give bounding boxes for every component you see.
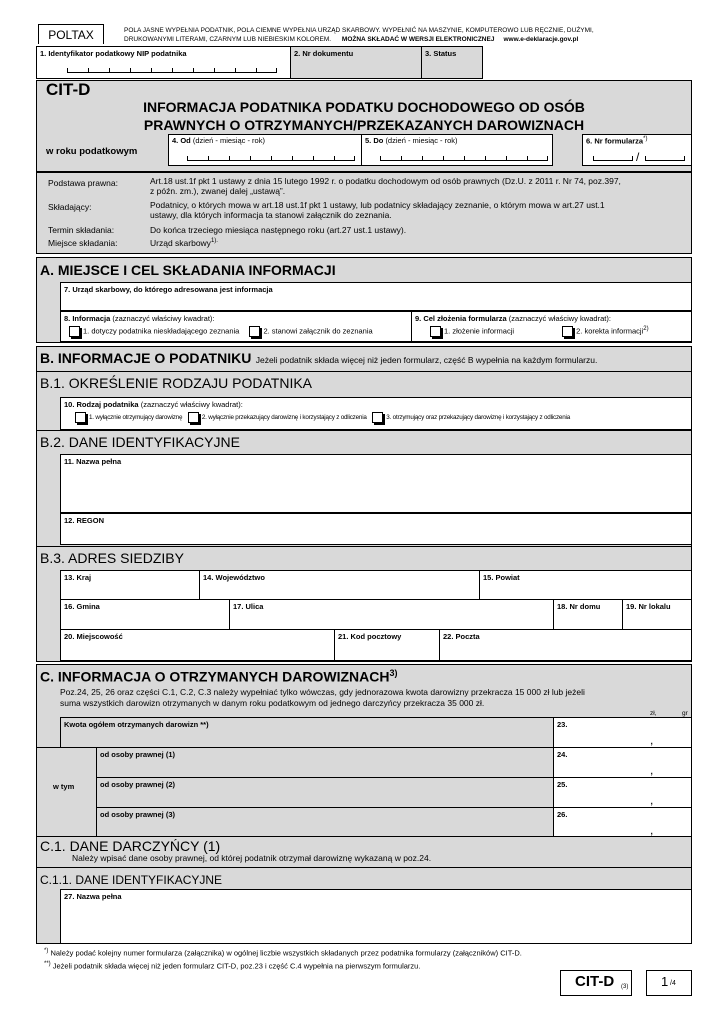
legal-basis-text: Art.18 ust.1f pkt 1 ustawy z dnia 15 lutego 1992 r. o podatku dochodowym od osób prawnych (Dz.U. z 2011 r. Nr 74, poz.397, z późn. zm.), zwanej dalej „ustawą”. <box>150 176 621 196</box>
donation-3-label-cell: od osoby prawnej (3) <box>96 807 554 837</box>
filing-purpose-field: 9. Cel złożenia formularza (zaznaczyć właściwy kwadrat): 1. złożenie informacji 2. korekta informacji$^{2)}$ <box>411 311 692 342</box>
including-cell <box>36 747 97 837</box>
footnote-2: **) Jeżeli podatnik składa więcej niż jeden formularz CIT-D, poz.23 i część C.4 wypełnia na pierwszym formularzu. <box>44 960 421 970</box>
form-title <box>36 98 692 134</box>
house-number-field[interactable]: 18. Nr domu <box>553 599 623 630</box>
full-name-field[interactable] <box>60 454 692 513</box>
street-field[interactable]: 17. Ulica <box>229 599 554 630</box>
donation-1-field[interactable]: 24. , <box>553 747 692 778</box>
tax-year-label: w roku podatkowym <box>46 146 138 157</box>
taxpayer-type-field: 10. Rodzaj podatnika (zaznaczyć właściwy kwadrat): 1. wyłącznie otrzymujący darowiznę 2. wyłącznie przekazujący darowiznę i korzystający z odliczenia 3. otrzymujący oraz przekazujący darowiznę i korzystający z odliczenia <box>60 397 692 430</box>
nip-field[interactable] <box>36 46 291 79</box>
section-a-title: A. MIEJSCE I CEL SKŁADANIA INFORMACJI <box>40 262 336 278</box>
currency-zl-label: zł, <box>650 710 657 717</box>
footnotes <box>44 946 604 971</box>
county-field[interactable]: 15. Powiat <box>479 570 692 600</box>
place-label: Miejsce składania: <box>48 238 118 248</box>
tax-office-label: 7. Urząd skarbowy, do którego adresowana jest informacja <box>64 285 273 294</box>
donation-1-label-cell: od osoby prawnej (1) <box>96 747 554 778</box>
purpose-option-1-checkbox[interactable] <box>430 326 441 337</box>
section-c1-note: Należy wpisać dane osoby prawnej, od której podatnik otrzymał darowiznę wykazaną w poz.24. <box>72 853 432 863</box>
donor-full-name-label: 27. Nazwa pełna <box>64 892 122 901</box>
deadline-label: Termin składania: <box>48 225 115 235</box>
postal-code-field[interactable]: 21. Kod pocztowy <box>334 629 440 661</box>
filers-label: Składający: <box>48 202 92 212</box>
page-total: /4 <box>670 980 676 987</box>
form-code: CIT-D <box>46 80 91 99</box>
instructions-note <box>124 26 684 44</box>
donation-2-label-cell: od osoby prawnej (2) <box>96 777 554 808</box>
taxpayer-type-option-3-checkbox[interactable] <box>372 412 383 423</box>
including-label: w tym <box>53 782 75 791</box>
legal-basis-label: Podstawa prawna: <box>48 178 118 188</box>
donation-3-field[interactable]: 26. , <box>553 807 692 837</box>
regon-label: 12. REGON <box>64 516 105 525</box>
poltax-box <box>38 24 104 44</box>
period-from-field[interactable]: 4. Od (dzień - miesiąc - rok) <box>168 134 362 166</box>
apartment-number-field[interactable]: 19. Nr lokalu <box>622 599 692 630</box>
section-c-note: Poz.24, 25, 26 oraz części C.1, C.2, C.3 należy wypełniać tylko wówczas, gdy jednorazowa kwota darowizny przekracza 15 000 zł lub jeżeli suma wszystkich darowizn otrzymanych w danym roku podatkowym od jednego darczyńcy przekracza 35 000 zł. <box>60 687 585 708</box>
place-text: Urząd skarbowy$^{1).}$ <box>150 238 218 248</box>
document-number-label: 2. Nr dokumentu <box>294 49 354 58</box>
total-donations-field[interactable]: 23. , <box>553 717 692 748</box>
information-type-field: 8. Informacja (zaznaczyć właściwy kwadrat): 1. dotyczy podatnika nieskładającego zeznania 2. stanowi załącznik do zeznania <box>60 311 412 342</box>
nip-label: 1. Identyfikator podatkowy NIP podatnika <box>40 49 187 58</box>
form-number-slash: / <box>636 150 640 164</box>
page-number-box <box>646 970 692 996</box>
total-donations-label-cell: Kwota ogółem otrzymanych darowizn **) <box>60 717 554 748</box>
document-number-field <box>290 46 422 79</box>
footer-form-code: CIT-D <box>575 973 615 990</box>
section-b2-title: B.2. DANE IDENTYFIKACYJNE <box>40 434 240 450</box>
municipality-field[interactable]: 16. Gmina <box>60 599 230 630</box>
section-b1-title: B.1. OKREŚLENIE RODZAJU PODATNIKA <box>40 375 313 391</box>
info-type-option-1-checkbox[interactable] <box>69 326 80 337</box>
instructions-line-2: DRUKOWANYMI LITERAMI, CZARNYM LUB NIEBIESKIM KOLOREM. MOŻNA SKŁADAĆ W WERSJI ELEKTRONICZNEJ www.e-deklaracje.gov.pl <box>124 36 579 43</box>
deadline-text: Do końca trzeciego miesiąca następnego roku (art.27 ust.1 ustawy). <box>150 225 407 235</box>
instructions-line-1: POLA JASNE WYPEŁNIA PODATNIK, POLA CIEMNE WYPEŁNIA URZĄD SKARBOWY. WYPEŁNIĆ NA MASZYNIE, KOMPUTEROWO LUB RĘCZNIE, DUŻYMI, <box>124 27 594 34</box>
donor-full-name-field[interactable] <box>60 889 692 944</box>
regon-field[interactable] <box>60 513 692 545</box>
donation-2-field[interactable]: 25. , <box>553 777 692 808</box>
tax-office-field[interactable] <box>60 282 692 311</box>
taxpayer-type-option-1-checkbox[interactable] <box>75 412 86 423</box>
status-label: 3. Status <box>425 49 457 58</box>
page-number: 1 <box>661 974 669 989</box>
full-name-label: 11. Nazwa pełna <box>64 457 122 466</box>
form-title-line-2: PRAWNYCH O OTRZYMANYCH/PRZEKAZANYCH DAROWIZNACH <box>143 117 585 133</box>
voivodeship-field[interactable]: 14. Województwo <box>199 570 480 600</box>
footer-form-code-box <box>560 970 632 996</box>
post-office-field[interactable]: 22. Poczta <box>439 629 692 661</box>
filers-text: Podatnicy, o których mowa w art.18 ust.1f pkt 1 ustawy, lub podatnicy składający zeznanie, o którym mowa w art.27 ust.1 ustawy, dla których informacja ta stanowi załącznik do zeznania. <box>150 200 605 220</box>
info-type-option-2-checkbox[interactable] <box>249 326 260 337</box>
form-number-field[interactable]: 6. Nr formularza*) / <box>582 134 692 166</box>
section-b-heading: B. INFORMACJE O PODATNIKU Jeżeli podatnik składa więcej niż jeden formularz, część B wypełnia na każdym formularzu. <box>40 350 598 366</box>
country-field[interactable]: 13. Kraj <box>60 570 200 600</box>
poltax-label: POLTAX <box>48 28 94 42</box>
period-to-field[interactable]: 5. Do (dzień - miesiąc - rok) <box>361 134 553 166</box>
taxpayer-type-option-2-checkbox[interactable] <box>188 412 199 423</box>
section-c1-title: C.1. DANE DARCZYŃCY (1) <box>40 838 221 854</box>
footnote-1: *) Należy podać kolejny numer formularza (załącznika) w ogólnej liczbie wszystkich składanych przez podatnika formularzy (załączników) CIT-D. <box>44 948 522 958</box>
city-field[interactable]: 20. Miejscowość <box>60 629 335 661</box>
section-c-title: C. INFORMACJA O OTRZYMANYCH DAROWIZNACH$^{3)}$ <box>40 668 398 685</box>
status-field <box>421 46 483 79</box>
purpose-option-2-checkbox[interactable] <box>562 326 573 337</box>
section-c11-title: C.1.1. DANE IDENTYFIKACYJNE <box>40 873 223 887</box>
footer-form-version: (3) <box>621 984 629 990</box>
currency-gr-label: gr <box>682 710 688 717</box>
section-b3-title: B.3. ADRES SIEDZIBY <box>40 550 184 566</box>
form-title-line-1: INFORMACJA PODATNIKA PODATKU DOCHODOWEGO OD OSÓB <box>143 99 585 115</box>
